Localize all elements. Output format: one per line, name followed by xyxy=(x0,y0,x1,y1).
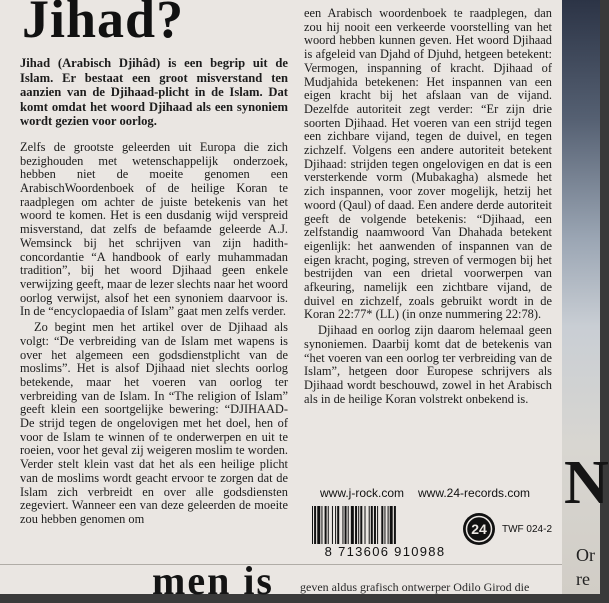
24-records-url[interactable]: www.24-records.com xyxy=(418,486,531,500)
logo-text: 24 xyxy=(471,521,487,537)
adjacent-panel xyxy=(562,0,609,594)
bottom-text-fragment: geven aldus grafisch ontwerper Odilo Girod die xyxy=(300,580,530,594)
right-column xyxy=(304,7,552,406)
article-title: Jihad? xyxy=(22,0,185,49)
side-headline-letter: N xyxy=(564,449,609,517)
next-page-peek xyxy=(0,558,562,603)
body-paragraph: Zo begint men het artikel over de Djihaad als volgt: “De verbreiding van de Islam met wapens is over het algemeen een godsdienstplicht van de moslims”. Het is alsof Djihaad niet slechts oorlog betekende, maar het voeren van oorlog ter verbreiding van de Islam. In “The religion of Islam” geeft klein een soortgelijke bewering: “DJIHAAD- De strijd tegen de ongelovigen met het doel, hen of voor de Islam te winnen of te onderwerpen en uit te roeien, voor het geval zij weigeren moslim te worden. Verder stelt klein vast dat het als een heilige plicht van de moslims wordt geacht ervoor te zorgen dat de Islam zich verbreidt en over alle godsdiensten zegeviert. Wanneer een van deze geleerden de moeite zou hebben genomen om xyxy=(20,320,288,526)
left-column xyxy=(20,56,288,527)
24-records-logo xyxy=(462,512,496,546)
side-text-fragment: re xyxy=(576,569,590,589)
body-paragraph: Djihaad en oorlog zijn daarom helemaal geen synoniemen. Daarbij komt dat de betekenis van “het voeren van een oorlog ter verbreiding van de Islam”, hetgeen door Europese schrijvers als Djihaad wordt beschouwd, zowel in het Arabisch als in de heilige Koran volstrekt onbekend is. xyxy=(304,323,552,406)
body-paragraph: een Arabisch woordenboek te raadplegen, dan zou hij nooit een verkeerde voorstelling van het woord hebben kunnen geven. Het woord Djihaad is afgeleid van Djahd of Djuhd, hetgeen betekent: Vermogen, inspanning of kracht. Djihaad of Mudjahida betekenen: Het inspannen van een eigen kracht bij het afslaan van de vijand. Dezelfde autoriteit zegt verder: “Er zijn drie soorten Djihaad. Het voeren van een strijd tegen een zichbare vijand, tegen de duivel, en tegen zichzelf. Volgens een andere autoriteit betekent Djihaad: strijden tegen ongelovigen en dat is een versterkende vorm (Mubakagha) alsmede het zich inspannen, voor zover mogelijk, hetzij het woord (Qaul) of daad. Een andere derde autoriteit geeft de volgende betekenis: “Djihaad, een zelfstandig naamwoord Van Dhahada betekent eigenlijk: het aanwenden of inspannen van de eigen kracht, poging, streven of vermogen bij het bestrijden van een drietal voorwerpen van afkeuring, namelijk een zichtbare vijand, de duivel en zichzelf, zoals gebruikt wordt in de Koran 22:77* (LL) (in onze nummering 22:78). xyxy=(304,6,552,322)
website-links xyxy=(320,486,530,500)
barcode-icon xyxy=(310,506,460,544)
body-paragraph: Zelfs de grootste geleerden uit Europa die zich bezighouden met wetenschappelijk onderzoek, hebben niet de moeite genomen een ArabischWoordenboek of de heilige Koran te raadplegen om achter de juiste betekenis van het woord te komen. Het is een dusdanig wijd verspreid misverstand, dat zelfs de befaamde geleerde A.J. Wemsinck bij het schrijven van zijn hadith-concordantie “A handbook of early muhammadan tradition”, bij het woord Djihaad geen enkele verwijzing geeft, maar de lezer slechts naar het woord oorlog verwijst, alsof het een synoniem daarvoor is. In de “encyclopaedia of Islam” gaat men zelfs verder. xyxy=(20,139,288,319)
j-rock-url[interactable]: www.j-rock.com xyxy=(320,486,405,500)
release-footer xyxy=(304,476,552,560)
catalog-number: TWF 024-2 xyxy=(502,524,553,535)
bottom-headline-fragment: men is xyxy=(152,558,274,603)
intro-paragraph: Jihad (Arabisch Djihâd) is een begrip uit de Islam. Er bestaat een groot misverstand ten aanzien van de Djihaad-plicht in de Islam. Dat komt omdat het woord Djihaad als een synoniem wordt gezien voor oorlog. xyxy=(20,56,288,129)
barcode-number: 8 713606 910988 xyxy=(324,544,446,559)
side-text-fragment: Or xyxy=(576,545,595,565)
